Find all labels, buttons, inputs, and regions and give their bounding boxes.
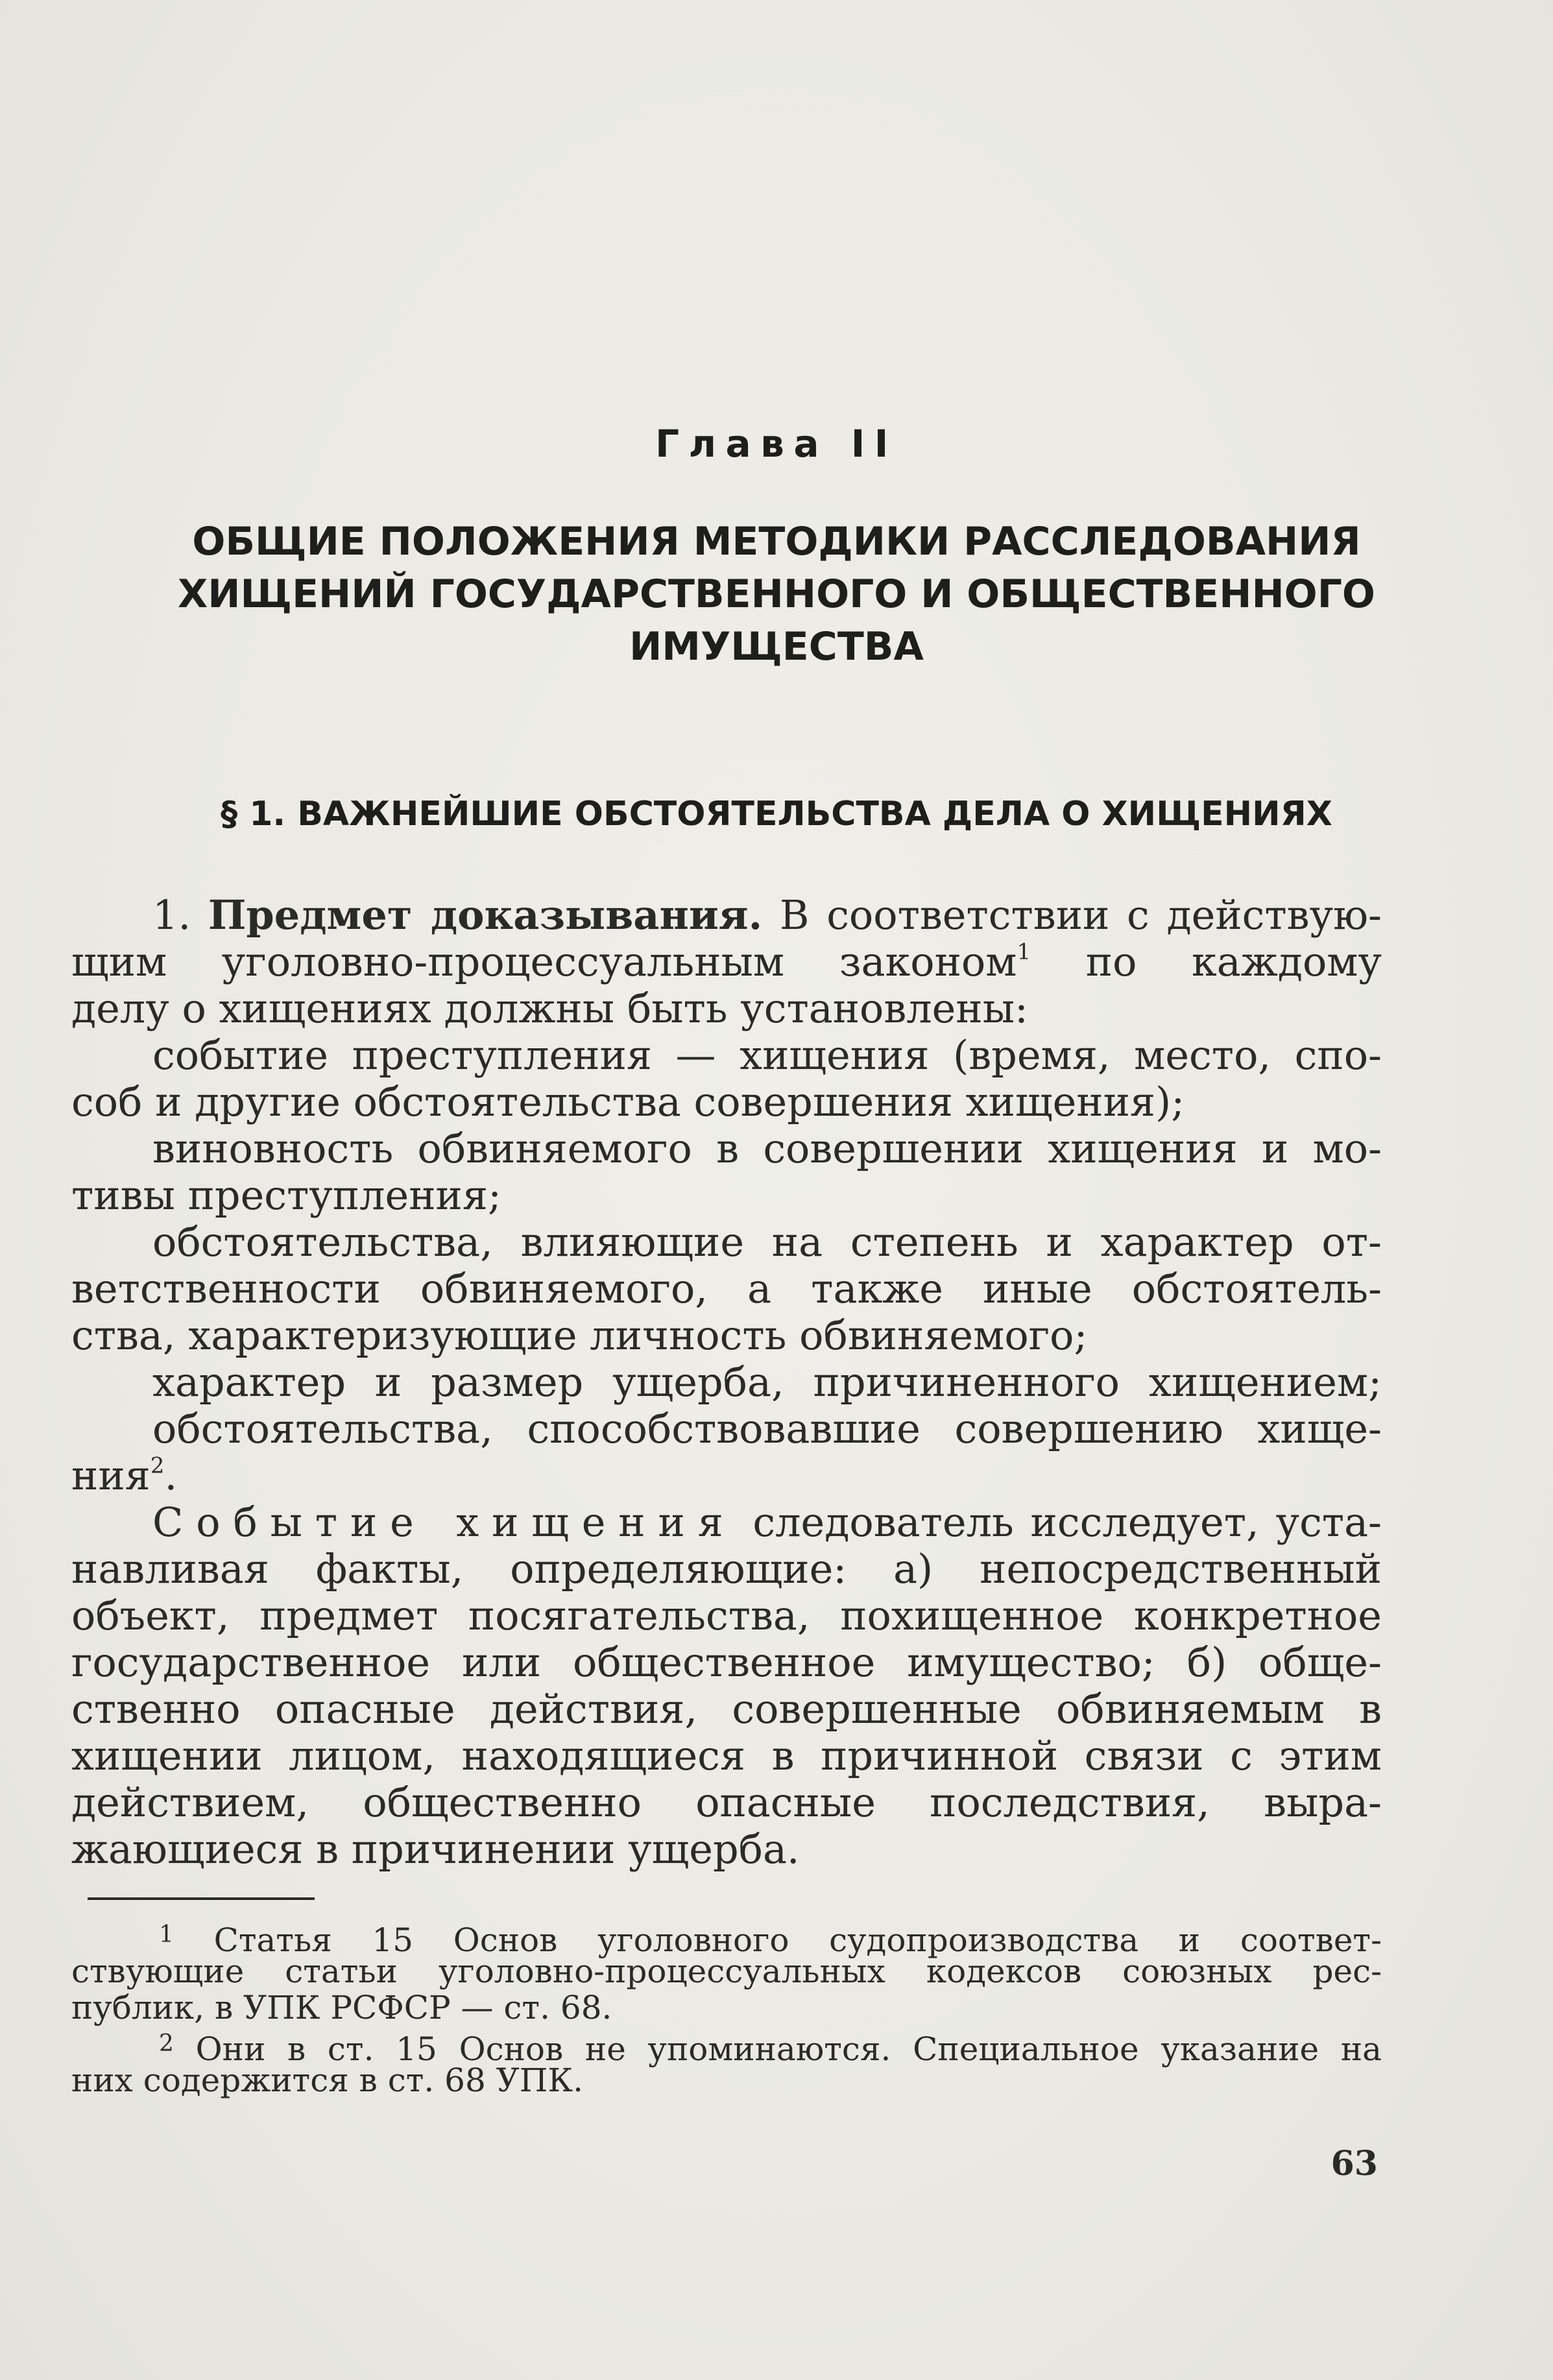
text-fragment: Они в ст. 15 Основ не упоминаются. Специальное указание на <box>195 2030 1382 2068</box>
text-fragment: В соответствии с действую- <box>779 891 1382 939</box>
text-line <box>71 939 1382 985</box>
footnote-number: 1 <box>159 1921 174 1948</box>
text-line: навливая факты, определяющие: а) непосредственный <box>71 1545 1382 1593</box>
chapter-title-line: ОБЩИЕ ПОЛОЖЕНИЯ МЕТОДИКИ РАССЛЕДОВАНИЯ <box>192 519 1361 564</box>
footnote-mark: 1 <box>1017 939 1031 965</box>
body-text <box>71 892 1382 1873</box>
footnotes <box>71 1917 1382 2098</box>
text-line: виновность обвиняемого в совершении хищения и мо- <box>152 1125 1382 1172</box>
footnote-number: 2 <box>159 2030 174 2057</box>
footnote-line <box>71 2026 1382 2068</box>
text-fragment: следователь исследует, уста- <box>752 1498 1382 1546</box>
text-line: объект, предмет посягательства, похищенное конкретное <box>71 1592 1382 1639</box>
text-line: характер и размер ущерба, причиненного хищением; <box>152 1358 1382 1406</box>
text-fragment: . <box>164 1452 178 1499</box>
text-line: обстоятельства, способствовавшие совершению хище- <box>152 1405 1382 1452</box>
text-fragment: ния <box>71 1452 150 1499</box>
text-line <box>71 1452 1382 1499</box>
text-fragment: щим уголовно-процессуальным законом <box>71 938 1017 985</box>
footnote-line: ствующие статьи уголовно-процессуальных кодексов союзных рес- <box>71 1953 1382 1990</box>
text-line <box>71 1499 1382 1546</box>
emphasized-term: Событие хищения <box>152 1498 736 1546</box>
chapter-title <box>117 516 1436 673</box>
section-title: § 1. ВАЖНЕЙШИЕ ОБСТОЯТЕЛЬСТВА ДЕЛА О ХИЩЕНИЯХ <box>221 795 1332 834</box>
text-line: государственное или общественное имущество; б) обще- <box>71 1639 1382 1686</box>
text-line: действием, общественно опасные последствия, выра- <box>71 1779 1382 1826</box>
text-line: соб и другие обстоятельства совершения хищения); <box>71 1078 1185 1125</box>
text-line: обстоятельства, влияющие на степень и характер от- <box>152 1218 1382 1266</box>
paragraph-heading: Предмет доказывания. <box>208 891 763 939</box>
text-fragment: по каждому <box>1085 938 1382 985</box>
text-line: ства, характеризующие личность обвиняемого; <box>71 1312 1088 1359</box>
text-line: ветственности обвиняемого, а также иные обстоятель- <box>71 1265 1382 1312</box>
text-line <box>71 892 1382 939</box>
text-line: событие преступления — хищения (время, место, спо- <box>152 1031 1382 1079</box>
footnote-line: публик, в УПК РСФСР — ст. 68. <box>71 1989 612 2026</box>
text-line: ственно опасные действия, совершенные обвиняемым в <box>71 1685 1382 1733</box>
text-line: делу о хищениях должны быть установлены: <box>71 985 1028 1032</box>
footnote-divider <box>88 1897 315 1900</box>
text-fragment: Статья 15 Основ уголовного судопроизводства и соответ- <box>213 1921 1382 1959</box>
paragraph-number: 1. <box>152 891 191 939</box>
footnote-line: них содержится в ст. 68 УПК. <box>71 2061 583 2099</box>
text-line: жающиеся в причинении ущерба. <box>71 1825 800 1873</box>
text-line: тивы преступления; <box>71 1172 501 1219</box>
footnote-line <box>71 1917 1382 1959</box>
text-line: хищении лицом, находящиеся в причинной связи с этим <box>71 1732 1382 1779</box>
page-number: 63 <box>1330 2144 1378 2183</box>
chapter-label: Глава II <box>655 422 898 466</box>
chapter-title-line: ИМУЩЕСТВА <box>629 624 924 669</box>
footnote-mark: 2 <box>150 1452 165 1479</box>
chapter-title-line: ХИЩЕНИЙ ГОСУДАРСТВЕННОГО И ОБЩЕСТВЕННОГО <box>178 571 1375 617</box>
